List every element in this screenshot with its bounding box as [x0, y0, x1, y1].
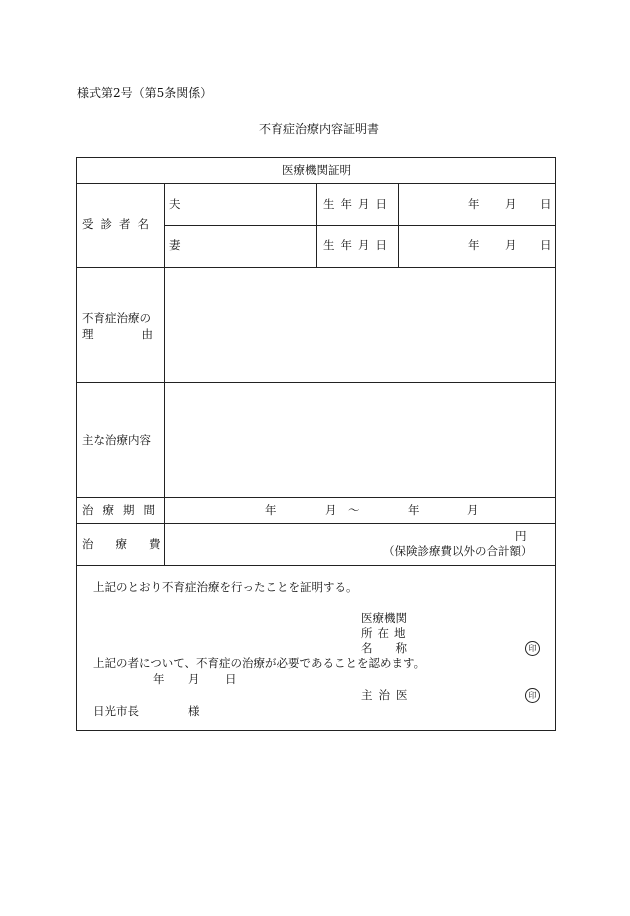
- period-start-year: 年: [265, 503, 277, 517]
- certification-statement: 上記のとおり不育症治療を行ったことを証明する。: [93, 580, 358, 594]
- husband-birth-month: 月: [505, 197, 517, 211]
- honorific: 様: [188, 704, 200, 718]
- period-start-month: 月: [325, 503, 337, 517]
- wife-birth-year: 年: [468, 238, 480, 252]
- cert-date-day: 日: [225, 672, 237, 686]
- husband-name-input[interactable]: [183, 190, 315, 220]
- reason-label-line1: 不育症治療の: [82, 311, 151, 325]
- recognition-statement: 上記の者について、不育症の治療が必要であることを認めます。: [93, 656, 426, 670]
- period-end-month: 月: [467, 503, 479, 517]
- husband-birth-year: 年: [468, 197, 480, 211]
- table-divider: [164, 225, 556, 226]
- cert-date-month: 月: [188, 672, 200, 686]
- treatment-content-label: 主な治療内容: [82, 433, 151, 447]
- reason-input[interactable]: [168, 271, 556, 382]
- treatment-period-label: 治療期間: [82, 503, 164, 517]
- wife-label: 妻: [169, 238, 181, 252]
- reason-label-line2: [82, 327, 201, 341]
- wife-birth-day: 日: [540, 238, 552, 252]
- treatment-content-input[interactable]: [168, 386, 556, 497]
- wife-birthdate-input[interactable]: [402, 232, 466, 262]
- period-end-year: 年: [408, 503, 420, 517]
- institution-name-label: 名称: [361, 641, 430, 655]
- treatment-cost-label: 治療費: [82, 537, 183, 551]
- cost-unit: 円: [515, 529, 527, 543]
- table-divider: [76, 382, 556, 383]
- doctor-seal-icon: 印: [525, 688, 540, 703]
- cost-note: （保険診療費以外の合計額）: [383, 544, 533, 558]
- institution-address-label: 所在地: [361, 626, 411, 640]
- patient-name-label: 受診者名: [82, 217, 156, 231]
- husband-label: 夫: [169, 197, 181, 211]
- document-title: 不育症治療内容証明書: [259, 122, 380, 136]
- institution-seal-icon: 印: [525, 641, 540, 656]
- table-divider: [76, 565, 556, 566]
- form-number: 様式第2号（第5条関係）: [77, 86, 213, 100]
- period-tilde: 〜: [348, 503, 360, 517]
- table-divider: [76, 497, 556, 498]
- table-divider: [316, 183, 317, 267]
- wife-name-input[interactable]: [183, 232, 315, 262]
- wife-birthdate-label: 生年月日: [323, 238, 393, 252]
- doctor-label: 主治医: [361, 688, 414, 702]
- table-divider: [76, 523, 556, 524]
- wife-birth-month: 月: [505, 238, 517, 252]
- reason-label-text: 理由: [82, 327, 201, 341]
- table-divider: [398, 183, 399, 267]
- cert-date-year: 年: [153, 672, 165, 686]
- institution-label: 医療機関: [361, 611, 407, 625]
- section-header: 医療機関証明: [282, 163, 351, 177]
- table-divider: [164, 183, 165, 565]
- addressee: 日光市長: [93, 704, 139, 718]
- husband-birthdate-input[interactable]: [402, 190, 466, 220]
- husband-birth-day: 日: [540, 197, 552, 211]
- table-divider: [76, 267, 556, 268]
- husband-birthdate-label: 生年月日: [323, 197, 393, 211]
